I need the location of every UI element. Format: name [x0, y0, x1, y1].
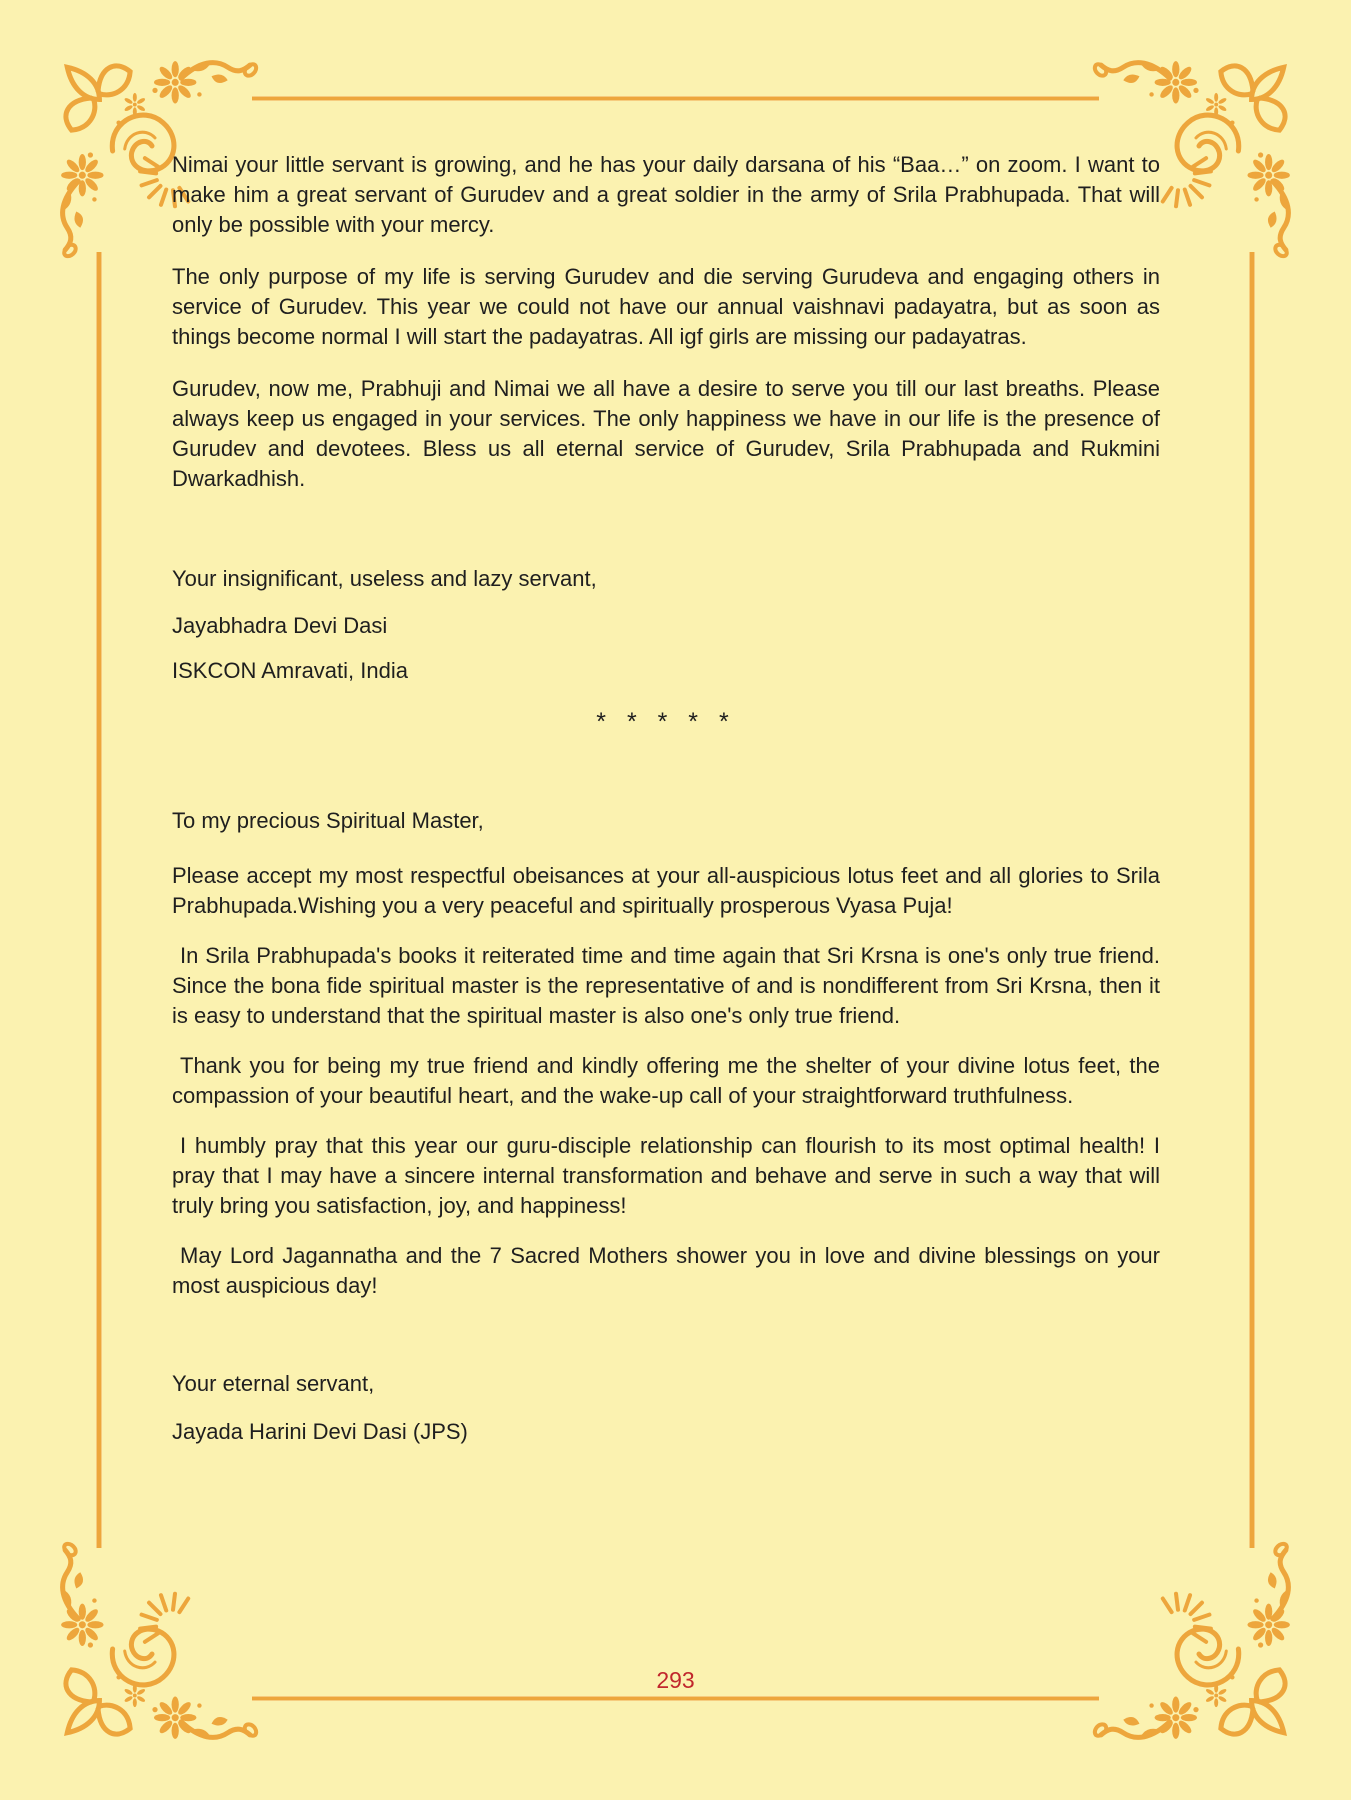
- letter1-closing: Your insignificant, useless and lazy servant,: [172, 566, 597, 591]
- letter2-paragraph-4: I humbly pray that this year our guru-disciple relationship can flourish to its most optimal health! I pray that I may have a sincere internal transformation and behave and serve in such a way that will truly bring you satisfaction, joy, and happiness!: [172, 1133, 1160, 1218]
- letter1-paragraph-1: Nimai your little servant is growing, and he has your daily darsana of his “Baa…” on zoom. I want to make him a great servant of Gurudev and a great soldier in the army of Srila Prabhupada. That will only be possible with your mercy.: [172, 152, 1160, 237]
- letter2-signature: Jayada Harini Devi Dasi (JPS): [172, 1419, 468, 1444]
- page-content: [172, 0, 1160, 1447]
- letter2-paragraph-5: May Lord Jagannatha and the 7 Sacred Mothers shower you in love and divine blessings on your most auspicious day!: [172, 1243, 1160, 1298]
- letter-offering-2: [172, 806, 1160, 1447]
- corner-flourish-bottom-right-icon: [1091, 1540, 1303, 1752]
- letter2-salutation: To my precious Spiritual Master,: [172, 808, 484, 833]
- letter2-paragraph-3: Thank you for being my true friend and kindly offering me the shelter of your divine lotus feet, the compassion of your beautiful heart, and the wake-up call of your straightforward truthfulness.: [172, 1053, 1160, 1108]
- letter1-location: ISKCON Amravati, India: [172, 658, 408, 683]
- page-number: 293: [656, 1667, 695, 1693]
- letter1-signature: Jayabhadra Devi Dasi: [172, 613, 388, 638]
- letter2-paragraph-1: Please accept my most respectful obeisances at your all-auspicious lotus feet and all glories to Srila Prabhupada.Wishing you a very peaceful and spiritually prosperous Vyasa Puja!: [172, 863, 1160, 918]
- letter2-closing: Your eternal servant,: [172, 1371, 375, 1396]
- letter2-paragraph-2: In Srila Prabhupada's books it reiterated time and time again that Sri Krsna is one's only true friend. Since the bona fide spiritual master is the representative of and is nondifferent from Sri Krsna, then it is easy to understand that the spiritual master is also one's only true friend.: [172, 943, 1160, 1028]
- border-line-right: [1249, 252, 1255, 1548]
- letter-offering-1: [172, 150, 1160, 686]
- border-line-bottom: [252, 1696, 1099, 1701]
- section-separator: * * * * *: [596, 708, 736, 736]
- corner-flourish-bottom-left-icon: [48, 1540, 260, 1752]
- border-line-left: [96, 252, 102, 1548]
- letter1-paragraph-3: Gurudev, now me, Prabhuji and Nimai we all have a desire to serve you till our last breaths. Please always keep us engaged in your services. The only happiness we have in our life is the presence of Gurudev and devotees. Bless us all eternal service of Gurudev, Srila Prabhupada and Rukmini Dwarkadhish.: [172, 376, 1160, 491]
- letter1-paragraph-2: The only purpose of my life is serving Gurudev and die serving Gurudeva and engaging others in service of Gurudev. This year we could not have our annual vaishnavi padayatra, but as soon as things become normal I will start the padayatras. All igf girls are missing our padayatras.: [172, 264, 1160, 349]
